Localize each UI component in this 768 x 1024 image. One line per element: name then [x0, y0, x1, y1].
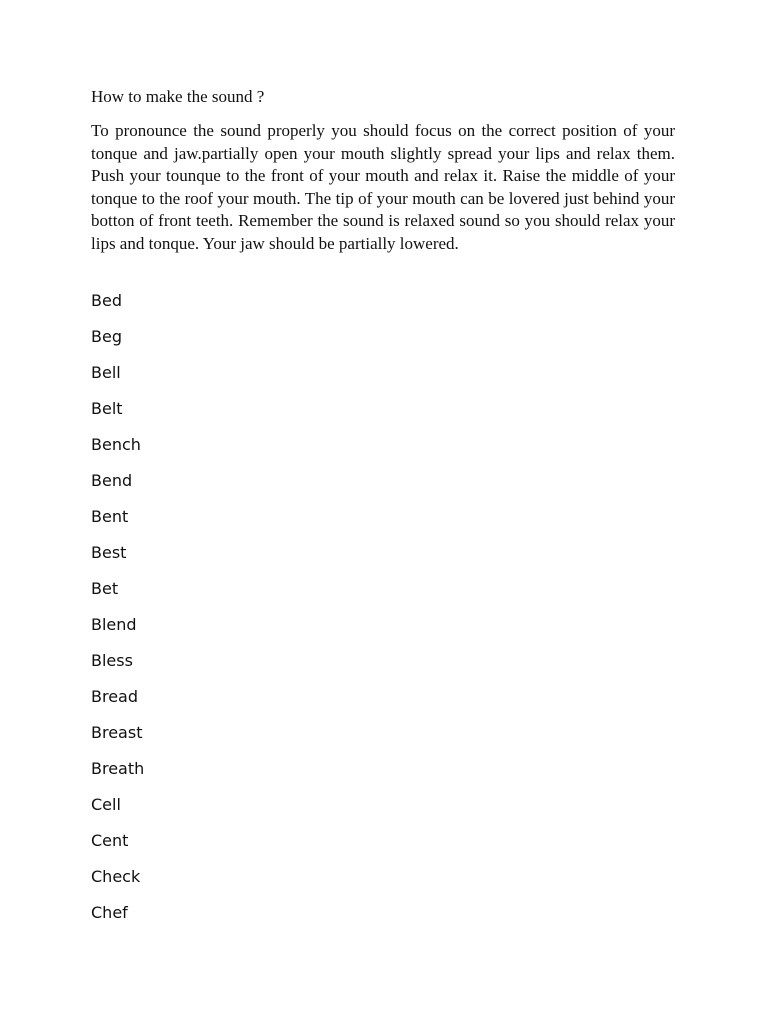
word-list-item: Best: [91, 543, 127, 562]
word-list-item: Bell: [91, 363, 121, 382]
word-list-item: Bench: [91, 435, 141, 454]
word-list-item: Check: [91, 867, 141, 886]
word-list-item: Bend: [91, 471, 133, 490]
word-list-item: Bent: [91, 507, 129, 526]
word-list-item: Breath: [91, 759, 145, 778]
word-list-item: Cent: [91, 831, 129, 850]
word-list-item: Chef: [91, 903, 128, 922]
word-list-item: Belt: [91, 399, 123, 418]
word-list-item: Cell: [91, 795, 121, 814]
word-list-item: Blend: [91, 615, 137, 634]
word-list: [91, 290, 144, 938]
word-list-item: Beg: [91, 327, 122, 346]
word-list-item: Bless: [91, 651, 133, 670]
instruction-paragraph: To pronounce the sound properly you should focus on the correct position of your tonque and jaw.partially open your mouth slightly spread your lips and relax them. Push your tounque to the front of your mouth and relax it. Raise the middle of your tonque to the roof your mouth. The tip of your mouth can be lovered just behind your botton of front teeth. Remember the sound is relaxed sound so you should relax your lips and tonque. Your jaw should be partially lowered.: [91, 121, 675, 253]
word-list-item: Bread: [91, 687, 139, 706]
word-list-item: Breast: [91, 723, 143, 742]
document-heading: How to make the sound ?: [91, 87, 265, 106]
word-list-item: Bet: [91, 579, 119, 598]
word-list-item: Bed: [91, 291, 122, 310]
